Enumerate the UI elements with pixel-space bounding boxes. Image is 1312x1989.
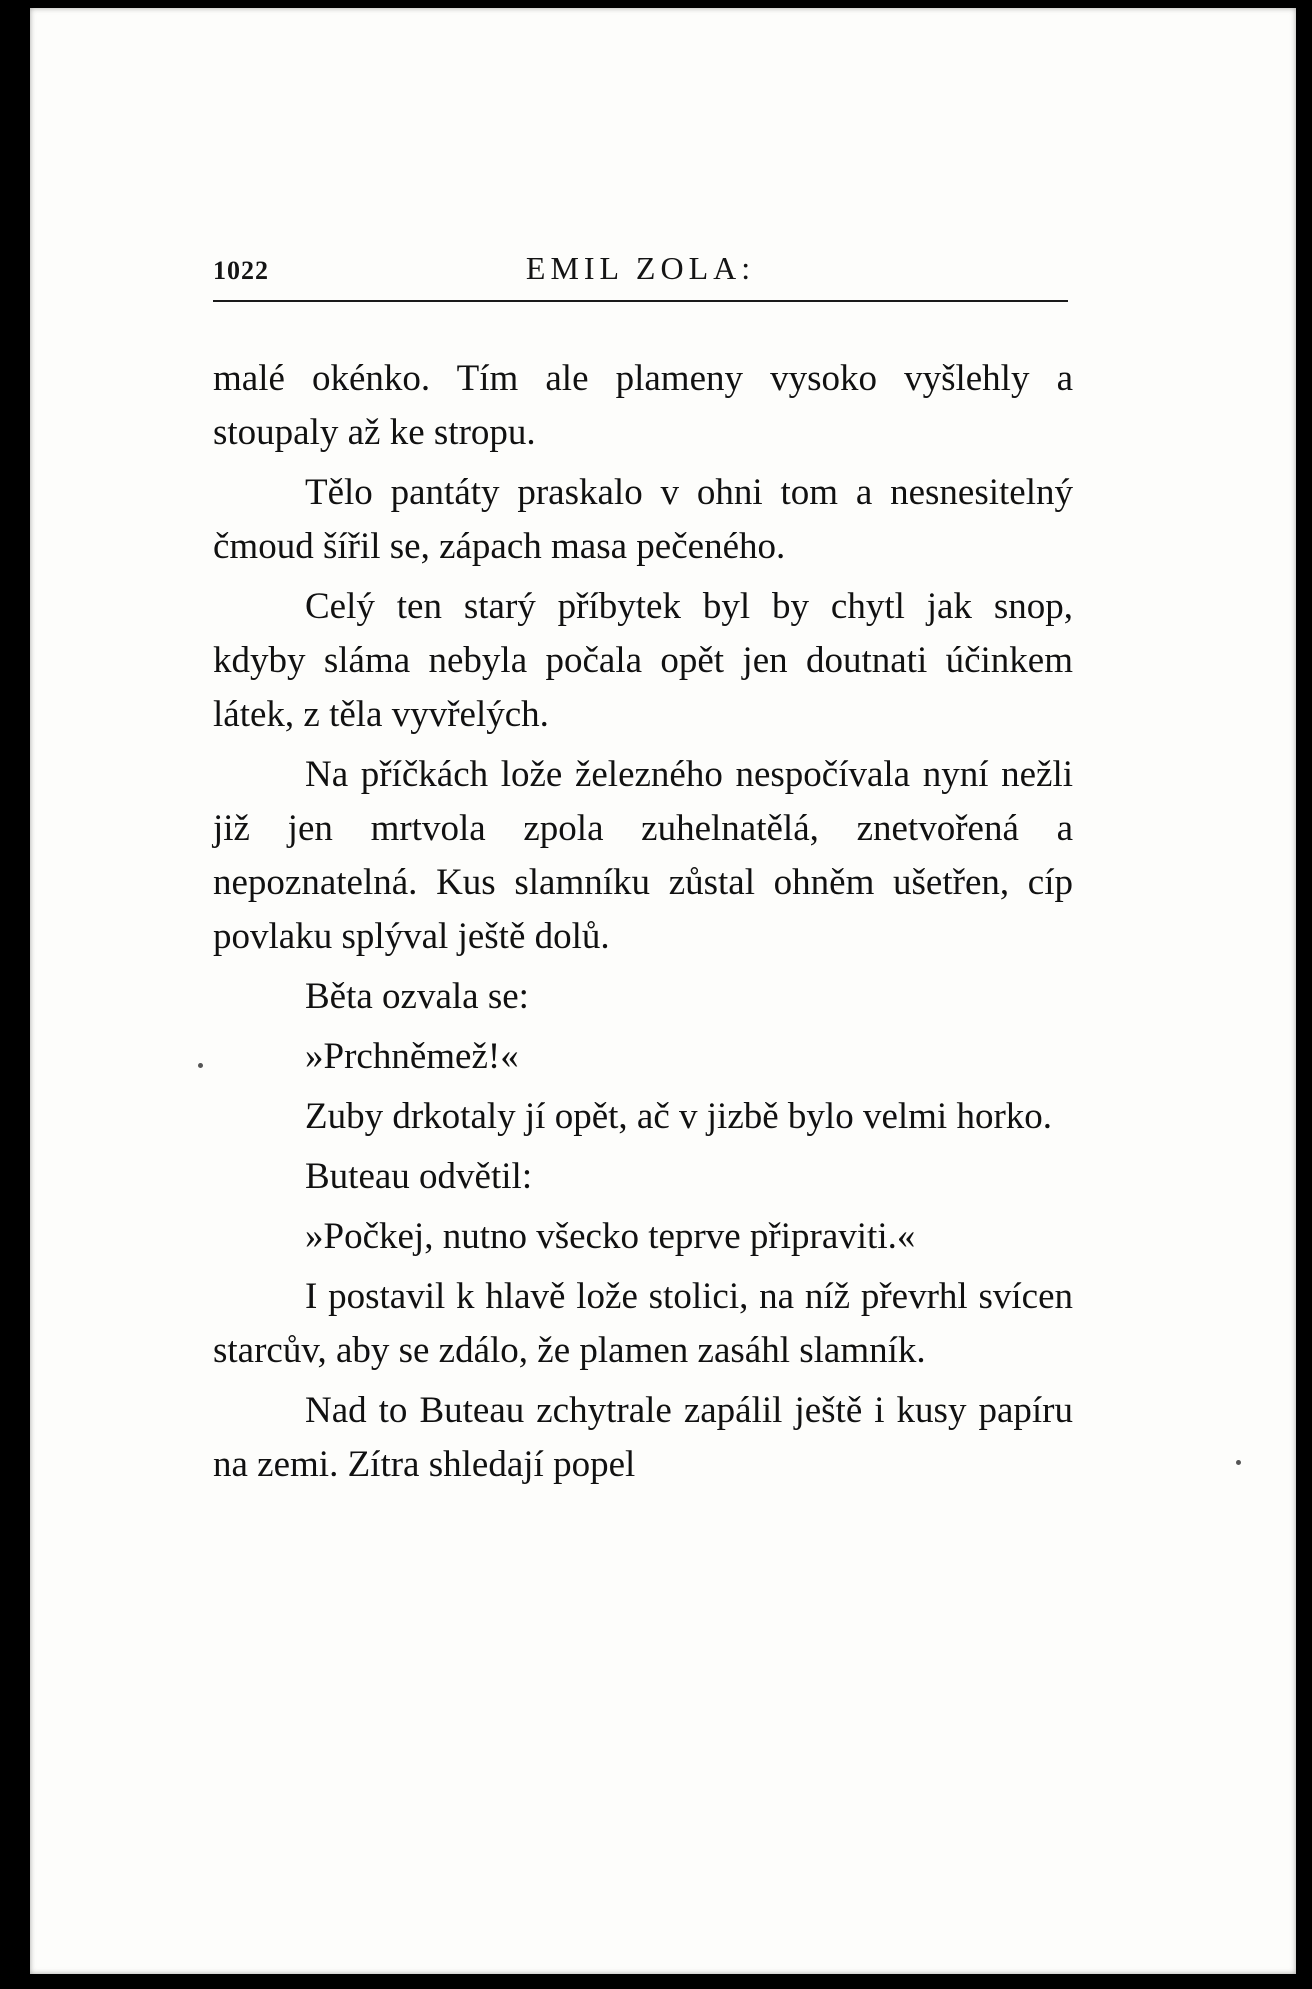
paragraph: Běta ozvala se: [305,976,529,1017]
paragraph: Buteau odvětil: [305,1156,533,1197]
paragraph: Tělo pantáty praskalo v ohni tom a nesnesitelný čmoud šířil se, zápach masa pečeného. [213,472,1073,567]
page-number: 1022 [213,256,269,285]
paragraph: Nad to Buteau zchytrale zapálil ještě i kusy papíru na zemi. Zítra shledají popel [213,1390,1073,1485]
dialogue-line: »Počkej, nutno všecko teprve připraviti.« [305,1216,916,1257]
ink-speck [198,1063,203,1068]
running-header [213,248,1068,302]
paragraph: malé okénko. Tím ale plameny vysoko vyšlehly a stoupaly až ke stropu. [213,358,1073,453]
dialogue-line: »Prchněmež!« [305,1036,519,1077]
paragraph: Zuby drkotaly jí opět, ač v jizbě bylo velmi horko. [305,1096,1053,1137]
body-text [213,352,1073,1498]
paragraph: Na příčkách lože železného nespočívala nyní nežli již jen mrtvola zpola zuhelnatělá, znetvořená a nepoznatelná. Kus slamníku zůstal ohněm ušetřen, cíp povlaku splýval ještě dolů. [213,754,1073,957]
ink-speck [1236,1460,1241,1465]
paragraph: I postavil k hlavě lože stolici, na níž převrhl svícen starcův, aby se zdálo, že plamen zasáhl slamník. [213,1276,1073,1371]
running-title: EMIL ZOLA: [525,250,756,286]
paragraph: Celý ten starý příbytek byl by chytl jak snop, kdyby sláma nebyla počala opět jen doutnati účinkem látek, z těla vyvřelých. [213,586,1073,735]
